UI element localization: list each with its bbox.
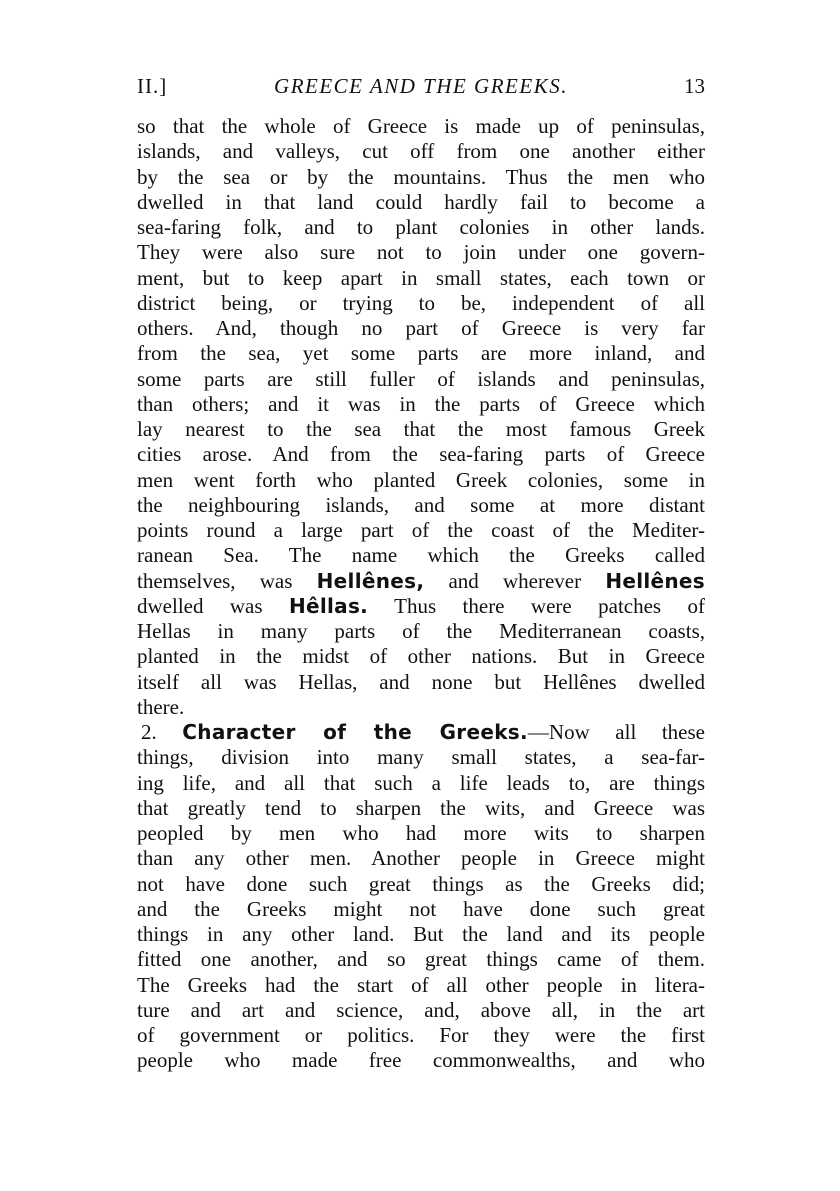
text-line: some parts are still fuller of islands and peninsulas, (137, 366, 705, 391)
text-run: themselves, was (137, 568, 317, 593)
text-line: dwelled in that land could hardly fail to become a (137, 189, 705, 214)
section-title: Character of the Greeks. (182, 720, 528, 744)
text-line: and the Greeks might not have done such great (137, 896, 705, 921)
text-line: that greatly tend to sharpen the wits, and Greece was (137, 795, 705, 820)
text-line: peopled by men who had more wits to sharpen (137, 821, 705, 845)
text-line: things in any other land. But the land and its people (137, 922, 705, 946)
text-line: by the sea or by the mountains. Thus the men who (137, 164, 705, 189)
text-line: They were also sure not to join under one govern- (137, 240, 705, 265)
chapter-marker: II.] (137, 74, 168, 98)
text-line: ment, but to keep apart in small states, each town or (137, 265, 705, 290)
text-line: the neighbouring islands, and some at more distant (137, 492, 705, 517)
text-line: islands, and valleys, cut off from one another either (137, 139, 705, 164)
text-run: Thus there were patches of (368, 593, 705, 618)
text-line: ranean Sea. The name which the Greeks called (137, 543, 705, 568)
body-text (137, 114, 705, 1074)
text-line: district being, or trying to be, independent of all (137, 290, 705, 315)
emphasis-hellas: Hêllas. (288, 593, 369, 618)
text-line: The Greeks had the start of all other people in litera- (137, 972, 705, 997)
text-line: of government or politics. For they were the first (137, 1023, 705, 1047)
text-line: people who made free commonwealths, and who (137, 1048, 705, 1073)
text-line: ture and art and science, and, above all, in the art (137, 997, 705, 1022)
text-line: from the sea, yet some parts are more inland, and (137, 341, 705, 366)
text-run: and wherever (424, 568, 606, 593)
section-heading-line (137, 720, 705, 745)
text-line: than any other men. Another people in Greece might (137, 846, 705, 871)
text-line: things, division into many small states, a sea-far- (137, 745, 705, 770)
text-line: cities arose. And from the sea-faring parts of Greece (137, 442, 705, 467)
text-line: sea-faring folk, and to plant colonies in other lands. (137, 215, 705, 239)
page-number: 13 (684, 74, 705, 98)
text-line: points round a large part of the coast of the Mediter- (137, 518, 705, 542)
text-line: planted in the midst of other nations. But in Greece (137, 644, 705, 669)
text-line: lay nearest to the sea that the most famous Greek (137, 417, 705, 441)
text-line: ing life, and all that such a life leads to, are things (137, 770, 705, 795)
text-line: others. And, though no part of Greece is very far (137, 316, 705, 340)
text-line: fitted one another, and so great things came of them. (137, 947, 705, 972)
text-line: so that the whole of Greece is made up of peninsulas, (137, 114, 705, 138)
emphasis-hellenes: Hellênes, (316, 568, 425, 593)
text-line: there. (137, 694, 185, 719)
text-line: Hellas in many parts of the Mediterranean coasts, (137, 619, 705, 643)
running-header (137, 74, 705, 104)
running-title: GREECE AND THE GREEKS. (274, 74, 568, 98)
text-line (137, 569, 705, 594)
emphasis-hellenes: Hellênes (605, 568, 705, 593)
section-number: 2. (141, 720, 183, 744)
text-run: dwelled was (137, 593, 289, 618)
text-line: men went forth who planted Greek colonies, some in (137, 467, 705, 492)
text-run: —Now all these (527, 720, 705, 744)
text-line: itself all was Hellas, and none but Hellênes dwelled (137, 669, 705, 694)
text-line: not have done such great things as the Greeks did; (137, 871, 705, 896)
text-line (137, 594, 705, 619)
text-line: than others; and it was in the parts of Greece which (137, 391, 705, 416)
